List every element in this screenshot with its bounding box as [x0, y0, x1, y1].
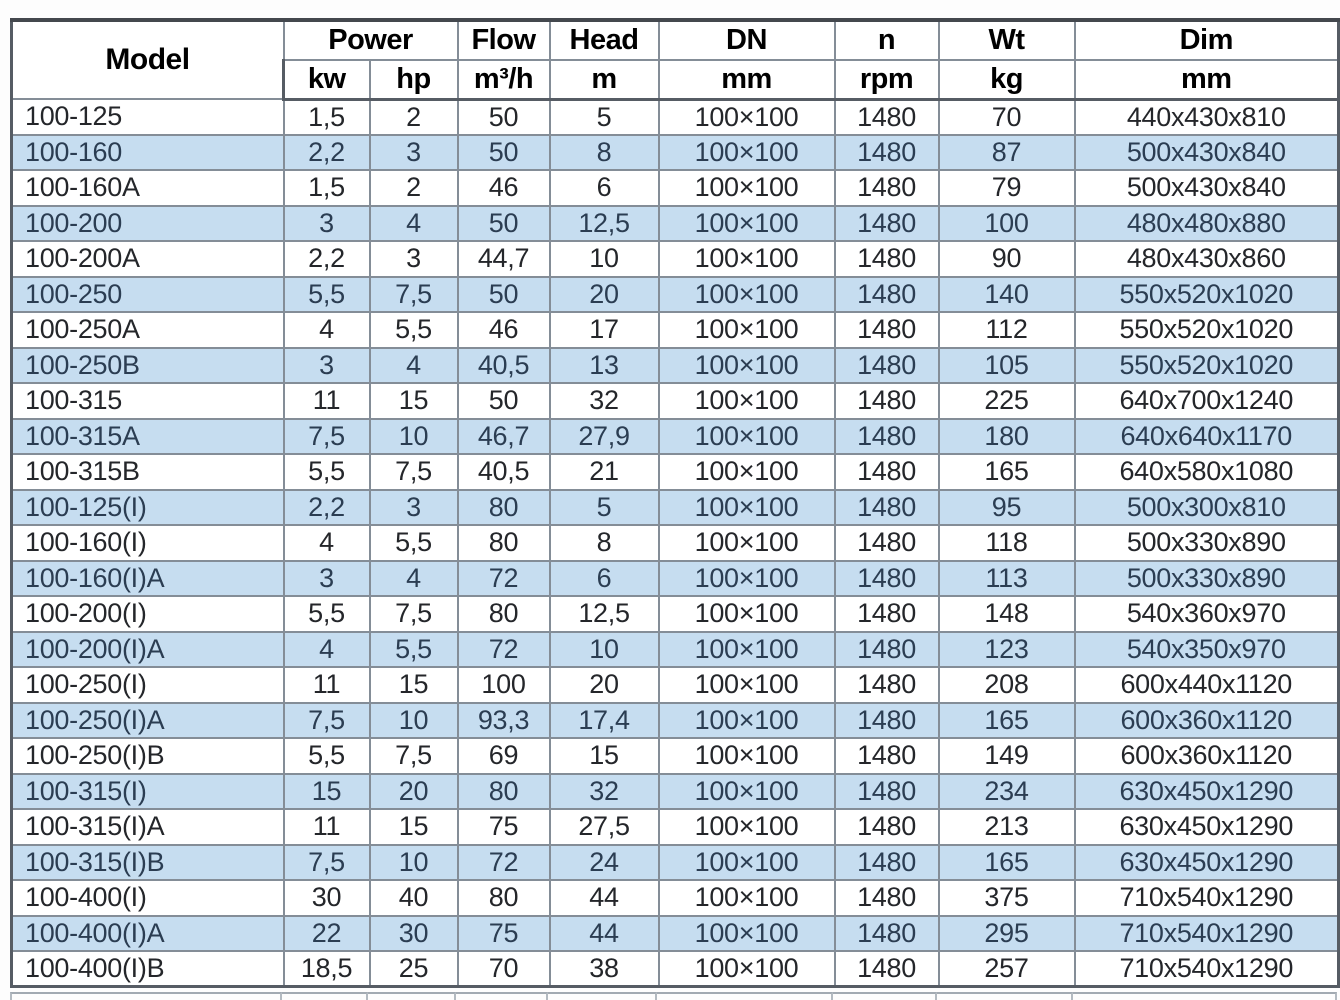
cell-power-hp: 15	[370, 809, 458, 845]
cell-head: 32	[550, 383, 659, 419]
cell-head: 32	[550, 774, 659, 810]
cell-model: 100-315	[12, 383, 284, 419]
cell-dim: 600x440x1120	[1075, 667, 1339, 703]
cell-power-hp: 3	[370, 135, 458, 171]
table-row	[12, 738, 1339, 774]
cell-dn: 100×100	[659, 206, 835, 242]
cell-power-kw: 18,5	[284, 951, 370, 987]
cell-dn: 100×100	[659, 277, 835, 313]
cell-head: 24	[550, 845, 659, 881]
cell-flow: 72	[458, 561, 550, 597]
cell-flow: 100	[458, 667, 550, 703]
table-row	[12, 525, 1339, 561]
cell-flow: 50	[458, 99, 550, 135]
cell-flow: 40,5	[458, 348, 550, 384]
table-row	[12, 809, 1339, 845]
cell-wt: 375	[939, 880, 1075, 916]
cell-power-kw: 5,5	[284, 277, 370, 313]
cell-flow: 50	[458, 383, 550, 419]
cell-wt: 113	[939, 561, 1075, 597]
cell-dim: 500x430x840	[1075, 135, 1339, 171]
cell-power-kw: 15	[284, 774, 370, 810]
table-row	[12, 383, 1339, 419]
cell-dn: 100×100	[659, 845, 835, 881]
cell-dim: 550x520x1020	[1075, 312, 1339, 348]
cutoff-cell-border	[456, 992, 548, 1000]
cell-n: 1480	[835, 596, 939, 632]
cell-model: 100-200(I)A	[12, 632, 284, 668]
cell-power-hp: 15	[370, 383, 458, 419]
cell-dn: 100×100	[659, 241, 835, 277]
cell-head: 20	[550, 277, 659, 313]
cell-model: 100-315(I)A	[12, 809, 284, 845]
cell-flow: 44,7	[458, 241, 550, 277]
table-row	[12, 490, 1339, 526]
cell-n: 1480	[835, 845, 939, 881]
cell-dim: 540x350x970	[1075, 632, 1339, 668]
table-row	[12, 419, 1339, 455]
cell-dim: 600x360x1120	[1075, 738, 1339, 774]
cell-dn: 100×100	[659, 738, 835, 774]
cell-n: 1480	[835, 277, 939, 313]
cell-power-hp: 3	[370, 490, 458, 526]
table-row	[12, 135, 1339, 171]
cell-power-hp: 30	[370, 916, 458, 952]
cell-power-kw: 2,2	[284, 490, 370, 526]
cell-head: 15	[550, 738, 659, 774]
cell-power-kw: 2,2	[284, 135, 370, 171]
cell-wt: 140	[939, 277, 1075, 313]
unit-header-dn: mm	[659, 60, 835, 99]
cell-n: 1480	[835, 632, 939, 668]
cell-flow: 40,5	[458, 454, 550, 490]
table-row	[12, 632, 1339, 668]
cell-wt: 123	[939, 632, 1075, 668]
cell-head: 10	[550, 632, 659, 668]
cell-flow: 70	[458, 951, 550, 987]
cell-wt: 112	[939, 312, 1075, 348]
cell-model: 100-315(I)	[12, 774, 284, 810]
cell-head: 8	[550, 525, 659, 561]
cell-model: 100-160A	[12, 170, 284, 206]
cell-dim: 710x540x1290	[1075, 916, 1339, 952]
cutoff-cell-border	[833, 992, 937, 1000]
header-row-labels	[12, 20, 1339, 60]
table-row	[12, 348, 1339, 384]
cell-wt: 257	[939, 951, 1075, 987]
cell-head: 5	[550, 490, 659, 526]
cell-flow: 80	[458, 490, 550, 526]
cell-n: 1480	[835, 241, 939, 277]
cell-dn: 100×100	[659, 454, 835, 490]
col-header-head: Head	[550, 20, 659, 60]
cell-dim: 600x360x1120	[1075, 703, 1339, 739]
cell-power-kw: 7,5	[284, 703, 370, 739]
cell-n: 1480	[835, 419, 939, 455]
cell-wt: 118	[939, 525, 1075, 561]
cell-flow: 80	[458, 525, 550, 561]
cell-n: 1480	[835, 738, 939, 774]
cell-wt: 79	[939, 170, 1075, 206]
cell-model: 100-250A	[12, 312, 284, 348]
cell-power-hp: 5,5	[370, 525, 458, 561]
cell-dn: 100×100	[659, 99, 835, 135]
cell-power-kw: 5,5	[284, 738, 370, 774]
cell-head: 17	[550, 312, 659, 348]
cell-head: 12,5	[550, 206, 659, 242]
cell-flow: 46	[458, 312, 550, 348]
cell-model: 100-200A	[12, 241, 284, 277]
cutoff-cell-border	[937, 992, 1073, 1000]
table-row	[12, 99, 1339, 135]
cell-n: 1480	[835, 99, 939, 135]
cell-dim: 480x430x860	[1075, 241, 1339, 277]
table-row	[12, 916, 1339, 952]
cell-n: 1480	[835, 525, 939, 561]
cell-flow: 50	[458, 135, 550, 171]
cell-model: 100-125(I)	[12, 490, 284, 526]
cell-wt: 180	[939, 419, 1075, 455]
cell-power-hp: 5,5	[370, 312, 458, 348]
cell-dn: 100×100	[659, 561, 835, 597]
cell-dim: 500x430x840	[1075, 170, 1339, 206]
cell-power-hp: 7,5	[370, 277, 458, 313]
cell-n: 1480	[835, 774, 939, 810]
cell-power-kw: 2,2	[284, 241, 370, 277]
cell-model: 100-400(I)	[12, 880, 284, 916]
cell-power-kw: 7,5	[284, 419, 370, 455]
cell-power-hp: 40	[370, 880, 458, 916]
cell-power-kw: 5,5	[284, 596, 370, 632]
cell-dim: 500x330x890	[1075, 561, 1339, 597]
cell-model: 100-315A	[12, 419, 284, 455]
pump-spec-table	[10, 18, 1340, 988]
col-header-dn: DN	[659, 20, 835, 60]
cell-power-hp: 7,5	[370, 454, 458, 490]
cutoff-cell-border	[282, 992, 368, 1000]
table-header	[12, 20, 1339, 99]
cell-wt: 87	[939, 135, 1075, 171]
cell-dn: 100×100	[659, 490, 835, 526]
table-row	[12, 561, 1339, 597]
cell-flow: 46,7	[458, 419, 550, 455]
col-header-power: Power	[284, 20, 458, 60]
cell-head: 20	[550, 667, 659, 703]
cell-wt: 148	[939, 596, 1075, 632]
cell-dn: 100×100	[659, 419, 835, 455]
cell-dn: 100×100	[659, 632, 835, 668]
cell-dim: 500x330x890	[1075, 525, 1339, 561]
cell-wt: 100	[939, 206, 1075, 242]
cell-power-hp: 4	[370, 561, 458, 597]
cell-power-kw: 11	[284, 809, 370, 845]
cell-n: 1480	[835, 454, 939, 490]
cell-power-hp: 10	[370, 703, 458, 739]
table-row	[12, 703, 1339, 739]
cell-power-kw: 3	[284, 561, 370, 597]
cell-n: 1480	[835, 170, 939, 206]
cell-head: 27,5	[550, 809, 659, 845]
cell-power-hp: 20	[370, 774, 458, 810]
col-header-model: Model	[12, 20, 284, 99]
cell-wt: 213	[939, 809, 1075, 845]
cell-head: 44	[550, 880, 659, 916]
cell-wt: 225	[939, 383, 1075, 419]
cell-power-hp: 4	[370, 348, 458, 384]
cell-dn: 100×100	[659, 170, 835, 206]
cell-dn: 100×100	[659, 525, 835, 561]
cell-dim: 640x700x1240	[1075, 383, 1339, 419]
cell-wt: 165	[939, 845, 1075, 881]
cell-n: 1480	[835, 916, 939, 952]
cutoff-cell-border	[10, 992, 282, 1000]
cell-power-kw: 4	[284, 632, 370, 668]
unit-header-kw: kw	[284, 60, 370, 99]
unit-header-head: m	[550, 60, 659, 99]
table-row	[12, 667, 1339, 703]
table-row	[12, 206, 1339, 242]
cell-flow: 72	[458, 632, 550, 668]
cell-flow: 75	[458, 916, 550, 952]
cell-head: 17,4	[550, 703, 659, 739]
table-body	[12, 99, 1339, 987]
table-row	[12, 880, 1339, 916]
cell-model: 100-160	[12, 135, 284, 171]
cell-dim: 630x450x1290	[1075, 845, 1339, 881]
cell-head: 21	[550, 454, 659, 490]
cell-power-kw: 4	[284, 525, 370, 561]
cell-dim: 630x450x1290	[1075, 809, 1339, 845]
cell-flow: 80	[458, 880, 550, 916]
cell-power-kw: 1,5	[284, 99, 370, 135]
unit-header-hp: hp	[370, 60, 458, 99]
cell-head: 12,5	[550, 596, 659, 632]
cell-model: 100-250(I)A	[12, 703, 284, 739]
cell-flow: 72	[458, 845, 550, 881]
cell-model: 100-315B	[12, 454, 284, 490]
cell-wt: 165	[939, 703, 1075, 739]
cell-model: 100-250B	[12, 348, 284, 384]
cutoff-cell-border	[1073, 992, 1337, 1000]
cell-wt: 208	[939, 667, 1075, 703]
cell-flow: 46	[458, 170, 550, 206]
cell-power-hp: 10	[370, 419, 458, 455]
cell-n: 1480	[835, 880, 939, 916]
cell-dim: 710x540x1290	[1075, 880, 1339, 916]
cutoff-cell-border	[657, 992, 833, 1000]
cutoff-cell-border	[548, 992, 657, 1000]
cell-power-kw: 5,5	[284, 454, 370, 490]
table-row	[12, 845, 1339, 881]
col-header-flow: Flow	[458, 20, 550, 60]
unit-header-flow: m³/h	[458, 60, 550, 99]
cell-wt: 70	[939, 99, 1075, 135]
cell-head: 6	[550, 170, 659, 206]
cell-dim: 500x300x810	[1075, 490, 1339, 526]
cell-dim: 550x520x1020	[1075, 348, 1339, 384]
cell-power-kw: 11	[284, 383, 370, 419]
cell-power-hp: 3	[370, 241, 458, 277]
cell-flow: 93,3	[458, 703, 550, 739]
cell-flow: 50	[458, 277, 550, 313]
cell-dn: 100×100	[659, 135, 835, 171]
cell-dn: 100×100	[659, 703, 835, 739]
unit-header-wt: kg	[939, 60, 1075, 99]
cell-flow: 80	[458, 596, 550, 632]
cell-model: 100-315(I)B	[12, 845, 284, 881]
cell-model: 100-400(I)A	[12, 916, 284, 952]
table-row	[12, 170, 1339, 206]
cell-power-kw: 22	[284, 916, 370, 952]
cell-wt: 295	[939, 916, 1075, 952]
col-header-dim: Dim	[1075, 20, 1339, 60]
cell-dim: 440x430x810	[1075, 99, 1339, 135]
unit-header-dim: mm	[1075, 60, 1339, 99]
cell-n: 1480	[835, 951, 939, 987]
cell-dim: 710x540x1290	[1075, 951, 1339, 987]
cell-power-hp: 7,5	[370, 738, 458, 774]
cell-n: 1480	[835, 348, 939, 384]
cell-dn: 100×100	[659, 667, 835, 703]
cell-power-kw: 11	[284, 667, 370, 703]
cell-head: 27,9	[550, 419, 659, 455]
cell-wt: 105	[939, 348, 1075, 384]
cell-dn: 100×100	[659, 774, 835, 810]
col-header-wt: Wt	[939, 20, 1075, 60]
cell-model: 100-160(I)	[12, 525, 284, 561]
cell-power-kw: 30	[284, 880, 370, 916]
cell-model: 100-200	[12, 206, 284, 242]
cell-power-hp: 7,5	[370, 596, 458, 632]
cell-n: 1480	[835, 135, 939, 171]
cell-power-hp: 5,5	[370, 632, 458, 668]
col-header-n: n	[835, 20, 939, 60]
table-row	[12, 596, 1339, 632]
table-row	[12, 774, 1339, 810]
table-row	[12, 454, 1339, 490]
cell-n: 1480	[835, 703, 939, 739]
cell-wt: 165	[939, 454, 1075, 490]
cell-power-hp: 10	[370, 845, 458, 881]
cell-n: 1480	[835, 206, 939, 242]
cell-wt: 90	[939, 241, 1075, 277]
table-row	[12, 951, 1339, 987]
cell-dn: 100×100	[659, 951, 835, 987]
cell-n: 1480	[835, 490, 939, 526]
cell-model: 100-250(I)	[12, 667, 284, 703]
cell-head: 5	[550, 99, 659, 135]
cell-power-kw: 3	[284, 206, 370, 242]
cell-n: 1480	[835, 809, 939, 845]
cell-dim: 630x450x1290	[1075, 774, 1339, 810]
cell-head: 38	[550, 951, 659, 987]
cell-wt: 149	[939, 738, 1075, 774]
table-row	[12, 241, 1339, 277]
cell-power-kw: 1,5	[284, 170, 370, 206]
cell-power-kw: 3	[284, 348, 370, 384]
cell-dn: 100×100	[659, 596, 835, 632]
cell-wt: 95	[939, 490, 1075, 526]
cell-n: 1480	[835, 312, 939, 348]
cell-head: 6	[550, 561, 659, 597]
cell-wt: 234	[939, 774, 1075, 810]
cell-dn: 100×100	[659, 916, 835, 952]
table-row	[12, 312, 1339, 348]
cell-dim: 640x580x1080	[1075, 454, 1339, 490]
cell-head: 10	[550, 241, 659, 277]
cell-dn: 100×100	[659, 312, 835, 348]
cell-dn: 100×100	[659, 348, 835, 384]
cell-n: 1480	[835, 561, 939, 597]
cell-flow: 75	[458, 809, 550, 845]
cell-model: 100-250(I)B	[12, 738, 284, 774]
cell-power-hp: 4	[370, 206, 458, 242]
cell-flow: 69	[458, 738, 550, 774]
table-row	[12, 277, 1339, 313]
cell-power-hp: 15	[370, 667, 458, 703]
cell-power-kw: 7,5	[284, 845, 370, 881]
cell-head: 13	[550, 348, 659, 384]
cutoff-next-row	[10, 992, 1337, 1000]
cell-flow: 80	[458, 774, 550, 810]
cell-dim: 550x520x1020	[1075, 277, 1339, 313]
cell-dim: 480x480x880	[1075, 206, 1339, 242]
cell-power-hp: 2	[370, 170, 458, 206]
cell-dn: 100×100	[659, 383, 835, 419]
cutoff-cell-border	[368, 992, 456, 1000]
cell-power-kw: 4	[284, 312, 370, 348]
cell-dim: 640x640x1170	[1075, 419, 1339, 455]
cell-n: 1480	[835, 667, 939, 703]
cell-flow: 50	[458, 206, 550, 242]
cell-head: 44	[550, 916, 659, 952]
cell-model: 100-200(I)	[12, 596, 284, 632]
cell-model: 100-250	[12, 277, 284, 313]
cell-dim: 540x360x970	[1075, 596, 1339, 632]
cell-power-hp: 25	[370, 951, 458, 987]
cell-model: 100-160(I)A	[12, 561, 284, 597]
cell-power-hp: 2	[370, 99, 458, 135]
cell-model: 100-400(I)B	[12, 951, 284, 987]
unit-header-n: rpm	[835, 60, 939, 99]
cell-n: 1480	[835, 383, 939, 419]
cell-dn: 100×100	[659, 809, 835, 845]
cell-head: 8	[550, 135, 659, 171]
cell-model: 100-125	[12, 99, 284, 135]
cell-dn: 100×100	[659, 880, 835, 916]
